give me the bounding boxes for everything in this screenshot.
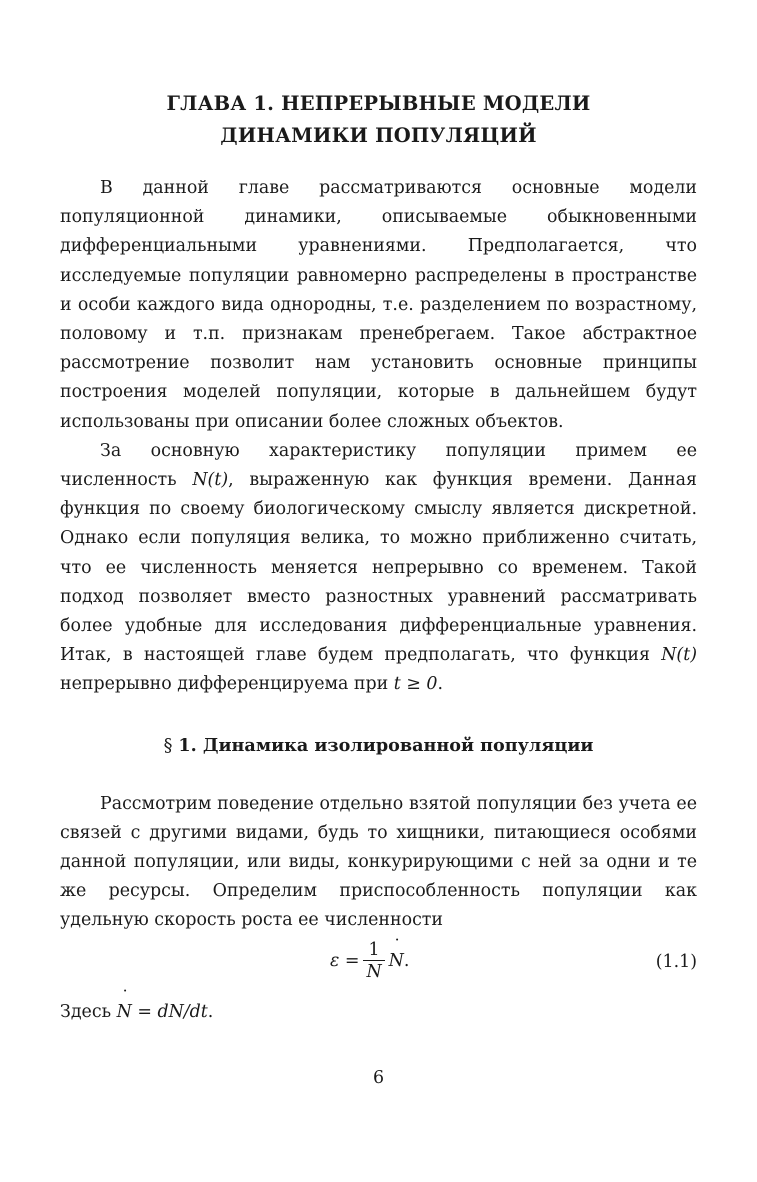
fraction-numerator: 1	[368, 939, 380, 960]
math-N-of-t: N(t)	[192, 470, 229, 491]
formula-note	[60, 998, 697, 1027]
math-N-of-t-2: N(t)	[661, 645, 697, 666]
note-suffix: .	[207, 1001, 214, 1022]
paragraph-isolated-population: Рассмотрим поведение отдельно взятой популяции без учета ее связей с другими видами, будь то хищники, питающиеся особями данной популяции, или виды, конкурирующими с ней за одни и те же ресурсы. Определим приспособленность популяции как удельную скорость роста ее численности	[60, 793, 697, 931]
formula-lhs: ε =	[330, 951, 360, 972]
paragraph-text-b: , выраженную как функция времени. Данная функция по своему биологическому смыслу является дискретной. Однако если популяция велика, то можно приближенно считать, что ее численность меняется непрерывно со временем. Такой подход позволяет вместо разностных уравнений рассматривать более удобные для исследования дифференциальные уравнения. Итак, в настоящей главе будем предполагать, что функция	[60, 470, 697, 666]
formula-1-1	[60, 936, 697, 998]
section-title-text: 1. Динамика изолированной популяции	[178, 734, 594, 756]
note-dot-N: ˙ N	[117, 998, 132, 1027]
equation-number: (1.1)	[655, 951, 697, 972]
chapter-title	[60, 88, 697, 152]
chapter-title-line-1: ГЛАВА 1. НЕПРЕРЫВНЫЕ МОДЕЛИ	[166, 92, 591, 115]
page-content	[60, 88, 697, 1027]
chapter-title-line-2: ДИНАМИКИ ПОПУЛЯЦИЙ	[220, 124, 537, 147]
section-title	[60, 732, 697, 760]
paragraph-text-c: непрерывно дифференцируема при	[60, 674, 394, 695]
paragraph-population-size	[60, 437, 697, 700]
paragraph-text-a: За основную характеристику популяции примем ее численность	[60, 440, 697, 491]
fraction-denominator: N	[366, 961, 382, 982]
formula-expression	[330, 940, 409, 983]
page-number: 6	[372, 1068, 385, 1088]
formula-dot-N: ˙ N	[389, 951, 404, 971]
paragraph-intro: В данной главе рассматриваются основные модели популяционной динамики, описываемые обыкновенными дифференциальными уравнениями. Предполагается, что исследуемые популяции равномерно распределены в пространстве и особи каждого вида однородны, т.е. разделением по возрастному, половому и т.п. признакам пренебрегаем. Такое абстрактное рассмотрение позволит нам установить основные принципы построения моделей популяции, которые в дальнейшем будут использованы при описании более сложных объектов.	[60, 178, 697, 432]
formula-fraction	[363, 940, 384, 983]
formula-suffix: .	[403, 951, 410, 972]
math-t-condition: t ≥ 0	[393, 674, 438, 695]
note-equals: =	[131, 1001, 158, 1022]
section-symbol: §	[163, 735, 173, 756]
note-expression: dN/dt	[157, 1001, 208, 1022]
paragraph-text-d: .	[437, 674, 443, 695]
note-prefix: Здесь	[60, 1001, 117, 1022]
